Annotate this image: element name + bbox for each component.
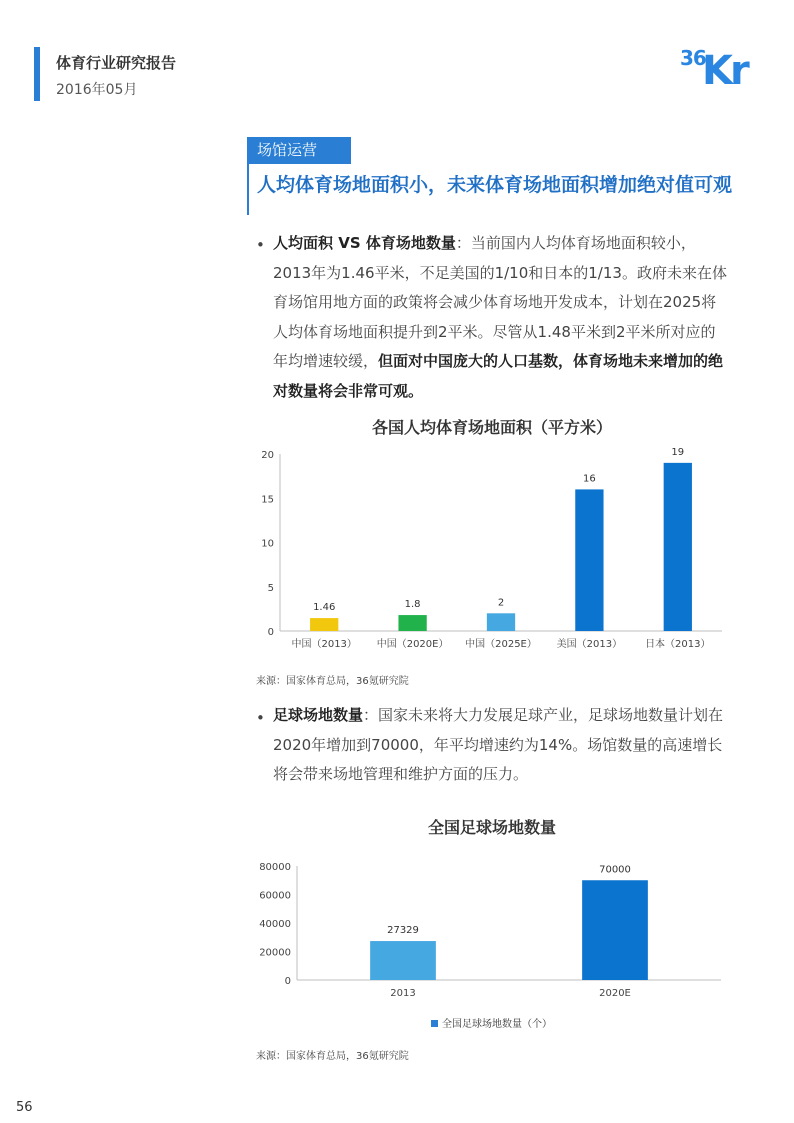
chart1-per-capita-area xyxy=(250,440,730,660)
brand-logo xyxy=(678,44,770,94)
y-tick-label: 0 xyxy=(267,627,274,638)
x-tick-label: 中国（2025E） xyxy=(465,639,537,650)
y-tick-label: 60000 xyxy=(259,890,291,902)
bullet-icon: • xyxy=(256,709,265,727)
data-label: 16 xyxy=(583,473,596,485)
y-tick-label: 15 xyxy=(261,494,274,506)
y-tick-label: 0 xyxy=(284,976,291,987)
y-tick-label: 10 xyxy=(261,538,274,550)
bar xyxy=(664,463,692,631)
paragraph-body: ：当前国内人均体育场地面积较小，2013年为1.46平米，不足美国的1/10和日本的1/13。政府未来在体育场馆用地方面的政策将会减少体育场地开发成本，计划在2025将人均体育场地面积提升到2平米。尽管从1.48平米到2平米所对应的年均增速较缓， xyxy=(273,234,727,370)
legend-swatch xyxy=(431,1020,438,1027)
x-tick-label: 美国（2013） xyxy=(556,639,623,650)
chart2-football-field-count xyxy=(245,850,735,1040)
x-tick-label: 2020E xyxy=(599,988,631,999)
y-tick-label: 80000 xyxy=(259,862,291,873)
chart2-title: 全国足球场地数量 xyxy=(428,818,557,837)
legend-label: 全国足球场地数量（个） xyxy=(442,1019,552,1030)
x-tick-label: 日本（2013） xyxy=(645,639,711,650)
chart1-title: 各国人均体育场地面积（平方米） xyxy=(372,418,613,437)
data-label: 1.46 xyxy=(313,602,336,614)
report-title: 体育行业研究报告 xyxy=(56,54,177,72)
data-label: 1.8 xyxy=(404,599,421,611)
logo-number: 36 xyxy=(680,46,706,70)
y-tick-label: 5 xyxy=(267,582,274,594)
report-date: 2016年05月 xyxy=(56,82,138,98)
paragraph-emphasis: 但面对中国庞大的人口基数，体育场地未来增加的绝对数量将会非常可观。 xyxy=(273,352,724,400)
x-tick-label: 中国（2020E） xyxy=(376,639,449,650)
chart2-source: 来源：国家体育总局，36氪研究院 xyxy=(256,1051,409,1062)
bullet-icon: • xyxy=(256,236,265,254)
logo-text: Kr xyxy=(702,48,747,94)
bar xyxy=(310,618,338,631)
data-label: 19 xyxy=(671,446,685,458)
paragraph-football-fields xyxy=(273,701,728,790)
section-headline: 人均体育场地面积小，未来体育场地面积增加绝对值可观 xyxy=(257,174,733,196)
data-label: 70000 xyxy=(599,864,631,876)
bar xyxy=(575,489,603,631)
x-tick-label: 2013 xyxy=(390,988,416,999)
paragraph-lead: 足球场地数量 xyxy=(273,706,364,724)
x-tick-label: 中国（2013） xyxy=(291,639,357,650)
bar xyxy=(487,613,515,631)
section-tag: 场馆运营 xyxy=(247,137,351,164)
header-accent-bar xyxy=(34,47,40,101)
chart1-source: 来源：国家体育总局，36氪研究院 xyxy=(256,676,409,687)
bar xyxy=(370,941,436,980)
page-number: 56 xyxy=(16,1100,33,1115)
bar xyxy=(582,880,648,980)
y-tick-label: 20 xyxy=(261,450,274,461)
bar xyxy=(398,615,426,631)
data-label: 2 xyxy=(497,597,505,609)
paragraph-lead: 人均面积 VS 体育场地数量 xyxy=(273,234,456,252)
paragraph-body: ：国家未来将大力发展足球产业，足球场地数量计划在2020年增加到70000，年平均增速约为14%。场馆数量的高速增长将会带来场地管理和维护方面的压力。 xyxy=(273,706,724,783)
data-label: 27329 xyxy=(387,925,419,937)
y-tick-label: 40000 xyxy=(259,919,291,930)
paragraph-area-vs-count xyxy=(273,229,728,406)
y-tick-label: 20000 xyxy=(259,947,291,959)
